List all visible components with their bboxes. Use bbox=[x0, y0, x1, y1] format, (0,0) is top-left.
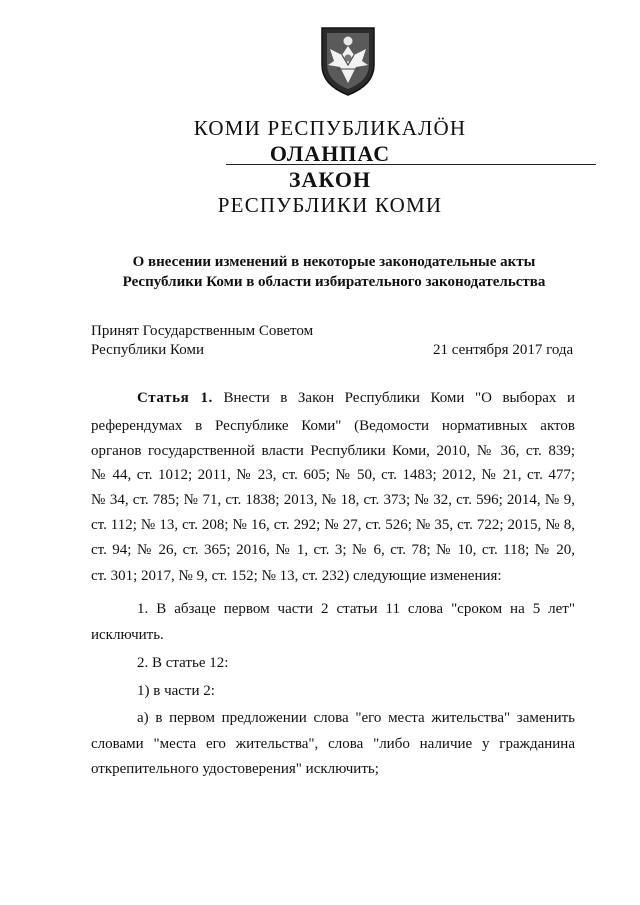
header-republic-komi: РЕСПУБЛИКИ КОМИ bbox=[217, 193, 443, 217]
body-line: 1. В абзаце первом части 2 статьи 11 слова "сроком на 5 лет" bbox=[137, 601, 575, 617]
header-oланpas: ОЛАНПАС bbox=[269, 141, 391, 166]
body-line: а) в первом предложении слова "его места жительства" заменить bbox=[137, 710, 575, 726]
komi-coat-of-arms-icon bbox=[318, 25, 378, 97]
adopted-by-line-2: Республики Коми bbox=[91, 342, 204, 358]
law-title-line-2: Республики Коми в области избирательного законодательства bbox=[122, 274, 546, 290]
body-line: № 34, ст. 785; № 71, ст. 1838; 2013, № 18, ст. 373; № 32, ст. 596; 2014, № 9, bbox=[91, 492, 575, 508]
header-divider bbox=[226, 164, 596, 165]
law-title-line-1: О внесении изменений в некоторые законодательные акты bbox=[132, 254, 536, 270]
body-line: ст. 301; 2017, № 9, ст. 152; № 13, ст. 232) следующие изменения: bbox=[91, 568, 502, 584]
body-line: № 44, ст. 1012; 2011, № 23, ст. 605; № 50, ст. 1483; 2012, № 21, ст. 477; bbox=[91, 467, 575, 483]
header-zakon: ЗАКОН bbox=[288, 167, 372, 192]
body-line: словами "места его жительства", слова "либо наличие у гражданина bbox=[91, 736, 575, 752]
body-line: открепительного удостоверения" исключить; bbox=[91, 761, 379, 777]
body-line: 1) в части 2: bbox=[137, 683, 215, 699]
adoption-date: 21 сентября 2017 года bbox=[433, 342, 574, 358]
article-label: Статья 1. bbox=[137, 390, 213, 406]
body-line: референдумах в Республике Коми" (Ведомости нормативных актов bbox=[91, 418, 575, 434]
body-line: Статья 1. Внести в Закон Республики Коми "О выборах и bbox=[137, 390, 575, 406]
body-line: органов государственной власти Республики Коми, 2010, № 36, ст. 839; bbox=[91, 443, 575, 459]
body-line: ст. 94; № 26, ст. 365; 2016, № 1, ст. 3; № 6, ст. 78; № 10, ст. 118; № 20, bbox=[91, 542, 575, 558]
header-komi-republic: КОМИ РЕСПУБЛИКАЛÖН bbox=[193, 116, 467, 140]
adopted-by-line-1: Принят Государственным Советом bbox=[91, 323, 314, 339]
body-line: исключить. bbox=[91, 627, 164, 643]
body-line: ст. 112; № 13, ст. 208; № 16, ст. 292; № 27, ст. 526; № 35, ст. 722; 2015, № 8, bbox=[91, 517, 575, 533]
body-line: 2. В статье 12: bbox=[137, 655, 229, 671]
